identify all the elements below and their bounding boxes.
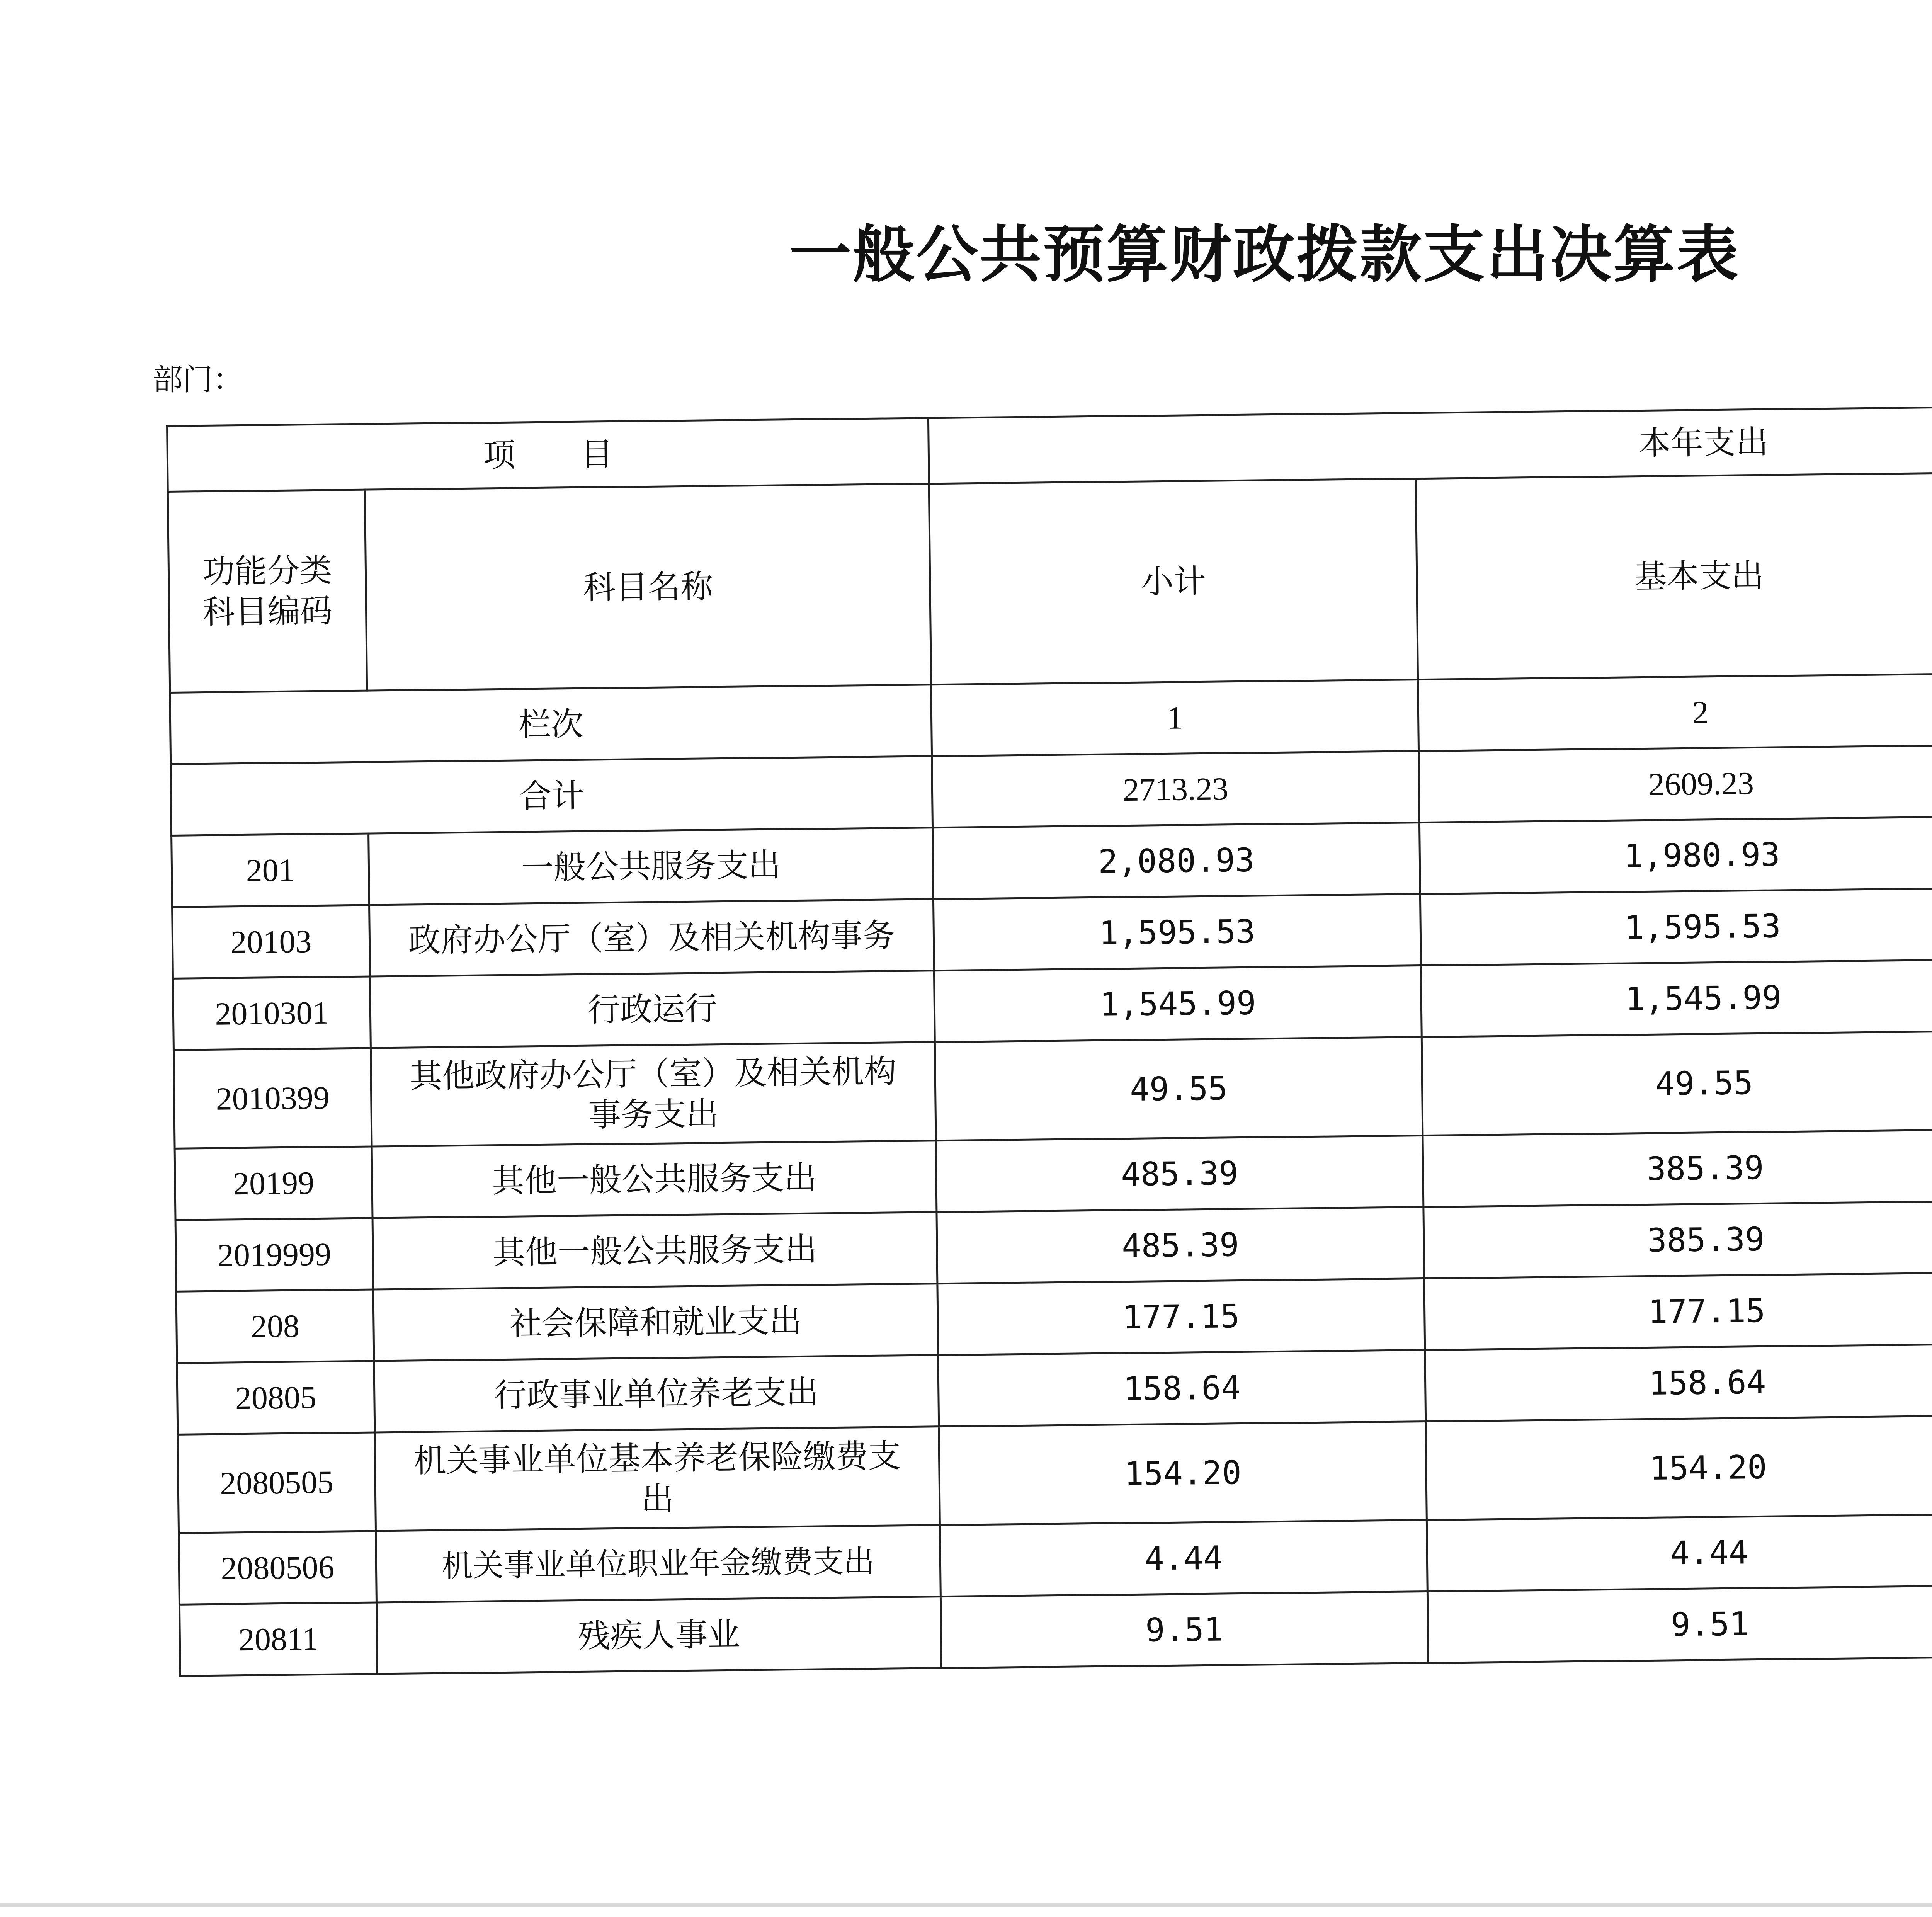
row-subtotal: 1,545.99 bbox=[934, 966, 1422, 1042]
row-subtotal: 158.64 bbox=[938, 1350, 1426, 1427]
row-code: 2080505 bbox=[178, 1432, 376, 1533]
row-name: 政府办公厅（室）及相关机构事务 bbox=[369, 899, 934, 976]
row-basic: 4.44 bbox=[1427, 1514, 1932, 1591]
row-subtotal: 9.51 bbox=[940, 1591, 1428, 1668]
total-label: 合计 bbox=[171, 756, 933, 836]
document-title: 一般公共预算财政拨款支出决算表 bbox=[789, 218, 1740, 291]
total-subtotal: 2713.23 bbox=[932, 751, 1420, 828]
scan-edge-line bbox=[0, 1903, 1932, 1907]
row-basic: 385.39 bbox=[1423, 1201, 1932, 1278]
row-subtotal: 485.39 bbox=[937, 1207, 1424, 1284]
row-basic: 158.64 bbox=[1425, 1344, 1932, 1421]
row-code: 2010301 bbox=[173, 976, 371, 1050]
header-item: 项 目 bbox=[167, 418, 929, 492]
row-subtotal: 4.44 bbox=[940, 1520, 1427, 1596]
column-number-1: 1 bbox=[931, 680, 1419, 756]
row-subtotal: 177.15 bbox=[937, 1279, 1425, 1355]
header-current-year: 本年支出 bbox=[928, 402, 1932, 484]
row-name: 其他政府办公厅（室）及相关机构事务支出 bbox=[371, 1042, 936, 1146]
row-basic: 1,595.53 bbox=[1420, 888, 1932, 965]
row-name: 一般公共服务支出 bbox=[369, 828, 934, 905]
row-code: 2010399 bbox=[173, 1048, 372, 1148]
column-number-2: 2 bbox=[1418, 674, 1932, 751]
row-name: 社会保障和就业支出 bbox=[373, 1284, 938, 1361]
budget-table bbox=[166, 401, 1932, 1677]
row-code: 201 bbox=[172, 833, 369, 907]
row-code: 20103 bbox=[172, 905, 370, 978]
department-label: 部门： bbox=[153, 362, 243, 397]
row-code: 2080506 bbox=[179, 1531, 377, 1604]
row-subtotal: 1,595.53 bbox=[933, 894, 1421, 971]
row-basic: 49.55 bbox=[1422, 1031, 1932, 1135]
header-name: 科目名称 bbox=[365, 484, 931, 691]
header-basic: 基本支出 bbox=[1416, 473, 1932, 679]
header-code: 功能分类科目编码 bbox=[168, 490, 367, 692]
row-basic: 9.51 bbox=[1427, 1585, 1932, 1663]
column-number-label: 栏次 bbox=[170, 685, 932, 764]
row-code: 20199 bbox=[175, 1146, 372, 1220]
row-subtotal: 49.55 bbox=[935, 1037, 1423, 1141]
row-code: 20811 bbox=[179, 1602, 377, 1676]
row-code: 208 bbox=[176, 1289, 374, 1363]
row-basic: 1,545.99 bbox=[1421, 959, 1932, 1037]
row-subtotal: 485.39 bbox=[936, 1136, 1423, 1212]
header-row-2 bbox=[168, 468, 1932, 693]
row-basic: 177.15 bbox=[1424, 1272, 1932, 1350]
row-code: 2019999 bbox=[175, 1218, 373, 1291]
row-basic: 1,980.93 bbox=[1419, 816, 1932, 894]
row-name: 残疾人事业 bbox=[376, 1597, 941, 1674]
row-name: 机关事业单位基本养老保险缴费支出 bbox=[375, 1427, 940, 1531]
row-name: 行政事业单位养老支出 bbox=[374, 1355, 939, 1432]
row-name: 其他一般公共服务支出 bbox=[372, 1141, 937, 1218]
row-code: 20805 bbox=[177, 1361, 375, 1434]
row-basic: 154.20 bbox=[1426, 1415, 1932, 1520]
row-subtotal: 154.20 bbox=[939, 1422, 1427, 1525]
row-basic: 385.39 bbox=[1423, 1129, 1932, 1207]
row-name: 其他一般公共服务支出 bbox=[372, 1212, 937, 1289]
header-subtotal: 小计 bbox=[929, 479, 1418, 685]
row-name: 行政运行 bbox=[370, 971, 935, 1048]
row-subtotal: 2,080.93 bbox=[933, 823, 1420, 899]
row-name: 机关事业单位职业年金缴费支出 bbox=[376, 1525, 940, 1602]
total-basic: 2609.23 bbox=[1419, 745, 1932, 822]
